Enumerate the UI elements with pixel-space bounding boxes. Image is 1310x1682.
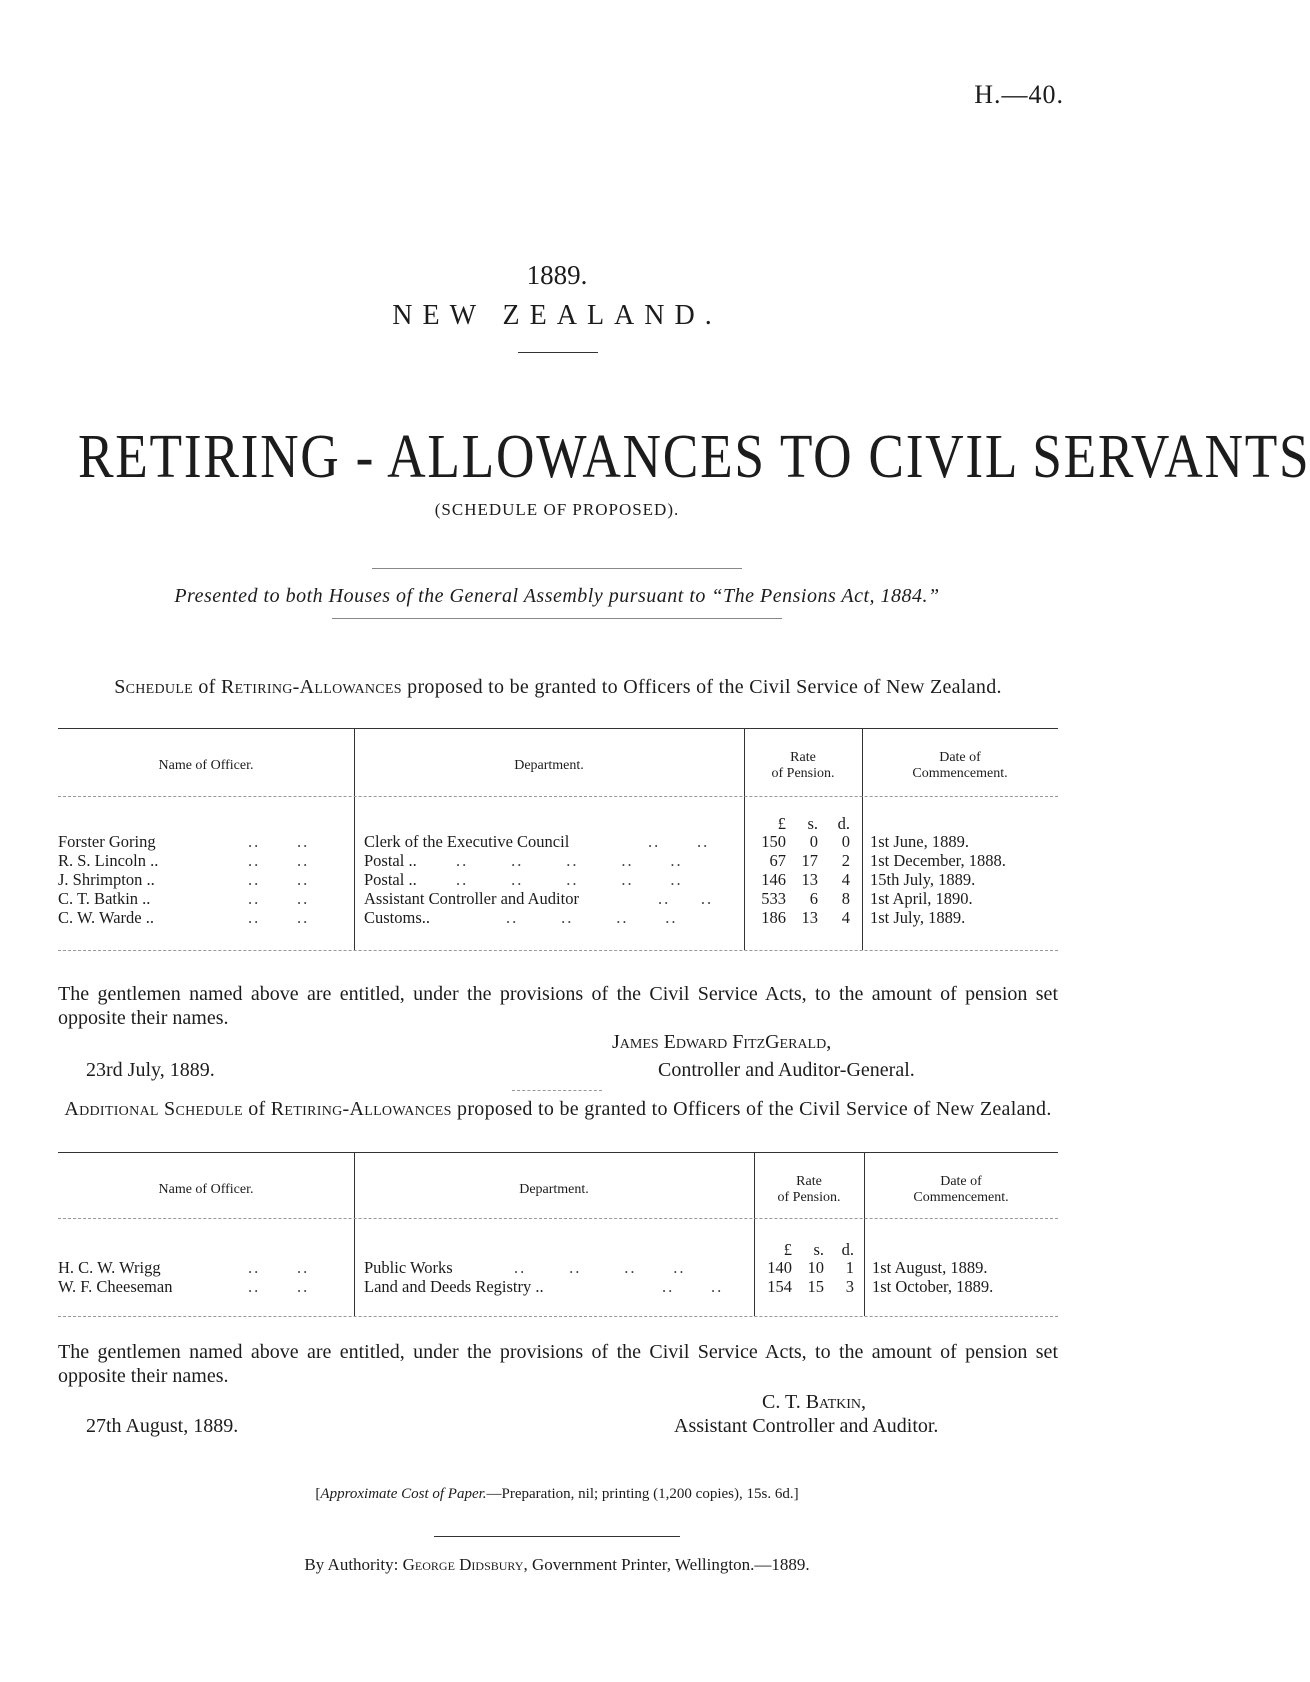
column-header-department: Department. — [519, 1182, 589, 1197]
schedule-heading-of: of — [198, 676, 216, 698]
schedule-table — [58, 728, 1058, 953]
officer-name: W. F. Cheeseman — [58, 1277, 173, 1296]
department: Land and Deeds Registry .. — [364, 1277, 544, 1296]
unit-pounds: £ — [783, 1240, 792, 1259]
document-year: 1889. — [526, 260, 588, 290]
commencement-date: 1st June, 1889. — [870, 832, 969, 851]
cost-label: Approximate Cost of Paper. — [320, 1486, 487, 1502]
commencement-date: 1st July, 1889. — [870, 908, 966, 927]
pension-shillings: 15 — [807, 1277, 824, 1296]
additional-schedule-table — [58, 1152, 1058, 1320]
printer-name: George Didsbury, — [402, 1555, 528, 1574]
signature-date: 27th August, 1889. — [86, 1415, 239, 1437]
pension-pence: 3 — [845, 1277, 854, 1296]
divider — [434, 1536, 680, 1537]
additional-schedule-note: The gentlemen named above are entitled, under the provisions of the Civil Service Acts, to the amount of pension set opposite their names. — [58, 1341, 1058, 1387]
authority-lead: By Authority: — [304, 1555, 399, 1574]
schedule-heading-lead: Additional Schedule — [64, 1098, 243, 1120]
signatory-name: C. T. Batkin, — [762, 1391, 867, 1413]
table-bottom-rule — [58, 950, 1058, 951]
country-heading: NEW ZEALAND. — [392, 300, 722, 331]
pension-shillings: 10 — [807, 1258, 824, 1277]
schedule-heading-term: Retiring-Allowances — [220, 676, 402, 698]
pension-pounds: 150 — [761, 832, 786, 851]
commencement-date: 1st December, 1888. — [870, 851, 1006, 870]
unit-pence: d. — [837, 814, 850, 833]
table-bottom-rule — [58, 1316, 1058, 1317]
divider — [518, 352, 598, 353]
authority-line — [0, 1555, 1114, 1575]
department: Postal .. — [364, 851, 417, 870]
additional-schedule-heading — [58, 1098, 1058, 1120]
column-header-date-line1: Date of — [939, 750, 981, 765]
column-header-name: Name of Officer. — [158, 1182, 254, 1197]
department: Assistant Controller and Auditor — [364, 889, 579, 908]
table-row: C. T. Batkin .. .. .. Assistant Controller and Auditor .. .. 533 6 8 1st April, 1890. — [58, 889, 973, 908]
column-header-rate — [754, 1174, 864, 1206]
column-header-rate-line2: of Pension. — [777, 1190, 841, 1205]
table-row: J. Shrimpton .. .. .. Postal .. .. .. .. .. .. 146 13 4 15th July, 1889. — [58, 870, 976, 889]
document-title: RETIRING - ALLOWANCES TO CIVIL SERVANTS — [77, 423, 1310, 491]
unit-shillings: s. — [813, 1240, 824, 1259]
schedule-heading — [58, 676, 1058, 698]
pension-shillings: 17 — [801, 851, 818, 870]
table-row: Forster Goring .. .. Clerk of the Executive Council .. .. 150 0 0 1st June, 1889. — [58, 832, 969, 851]
units-row — [58, 814, 1058, 833]
pension-pence: 8 — [841, 889, 850, 908]
officer-name: C. T. Batkin .. — [58, 889, 151, 908]
header-rule — [58, 1218, 1058, 1219]
cost-text: —Preparation, nil; printing (1,200 copies), 15s. 6d. — [486, 1486, 794, 1502]
table-top-rule — [58, 1152, 1058, 1153]
column-header-rate — [744, 750, 862, 782]
pension-pounds: 67 — [769, 851, 786, 870]
document-subtitle: (SCHEDULE OF PROPOSED). — [434, 500, 680, 519]
pension-pence: 2 — [841, 851, 850, 870]
schedule-heading-rest: proposed to be granted to Officers of the Civil Service of New Zealand. — [457, 1098, 1052, 1120]
pension-pounds: 186 — [761, 908, 786, 927]
signatory-title: Controller and Auditor-General. — [658, 1059, 915, 1081]
table-row: W. F. Cheeseman .. .. Land and Deeds Registry .. .. .. 154 15 3 1st October, 1889. — [58, 1277, 994, 1296]
column-header-date — [862, 750, 1058, 782]
signature-date: 23rd July, 1889. — [86, 1059, 215, 1081]
signatory-name: James Edward FitzGerald, — [612, 1031, 832, 1053]
pension-shillings: 0 — [809, 832, 818, 851]
pension-shillings: 13 — [801, 870, 818, 889]
officer-name: J. Shrimpton .. — [58, 870, 155, 889]
pension-pence: 0 — [841, 832, 850, 851]
pension-pounds: 154 — [767, 1277, 792, 1296]
pension-pence: 4 — [841, 870, 850, 889]
commencement-date: 1st August, 1889. — [872, 1258, 988, 1277]
pension-pounds: 533 — [761, 889, 786, 908]
unit-pounds: £ — [777, 814, 786, 833]
divider — [332, 618, 782, 619]
unit-pence: d. — [841, 1240, 854, 1259]
commencement-date: 1st April, 1890. — [870, 889, 973, 908]
officer-name: H. C. W. Wrigg — [58, 1258, 161, 1277]
department: Postal .. — [364, 870, 417, 889]
column-header-rate-line2: of Pension. — [771, 766, 835, 781]
column-header-rate-line1: Rate — [796, 1174, 822, 1189]
pension-pence: 1 — [845, 1258, 854, 1277]
table-top-rule — [58, 728, 1058, 729]
column-header-date-line2: Commencement. — [912, 766, 1008, 781]
schedule-heading-term: Retiring-Allowances — [270, 1098, 452, 1120]
table-row: H. C. W. Wrigg .. .. Public Works .. .. .. .. 140 10 1 1st August, 1889. — [58, 1258, 988, 1277]
signatory-title: Assistant Controller and Auditor. — [674, 1415, 939, 1437]
units-row — [58, 1240, 1058, 1259]
pension-pounds: 140 — [767, 1258, 792, 1277]
table-row: R. S. Lincoln .. .. .. Postal .. .. .. .. .. .. 67 17 2 1st December, 1888. — [58, 851, 1006, 870]
column-header-date — [864, 1174, 1058, 1206]
schedule-heading-of: of — [248, 1098, 266, 1120]
pension-shillings: 6 — [809, 889, 818, 908]
officer-name: R. S. Lincoln .. — [58, 851, 159, 870]
department: Clerk of the Executive Council — [364, 832, 570, 851]
column-header-date-line2: Commencement. — [913, 1190, 1009, 1205]
officer-name: Forster Goring — [58, 832, 156, 851]
schedule-heading-lead: Schedule — [114, 676, 194, 698]
unit-shillings: s. — [807, 814, 818, 833]
column-header-rate-line1: Rate — [790, 750, 816, 765]
document-reference: H.—40. — [974, 80, 1064, 109]
header-rule — [58, 796, 1058, 797]
column-header-department: Department. — [514, 758, 584, 773]
department: Public Works — [364, 1258, 453, 1277]
table-row: C. W. Warde .. .. .. Customs.. .. .. .. .. 186 13 4 1st July, 1889. — [58, 908, 966, 927]
schedule-note: The gentlemen named above are entitled, under the provisions of the Civil Service Acts, to the amount of pension set opposite their names. — [58, 983, 1058, 1029]
presentation-note: Presented to both Houses of the General Assembly pursuant to “The Pensions Act, 1884.” — [174, 585, 940, 607]
commencement-date: 15th July, 1889. — [870, 870, 976, 889]
column-header-date-line1: Date of — [940, 1174, 982, 1189]
schedule-heading-rest: proposed to be granted to Officers of the Civil Service of New Zealand. — [407, 676, 1002, 698]
pension-shillings: 13 — [801, 908, 818, 927]
divider — [372, 568, 742, 569]
pension-pence: 4 — [841, 908, 850, 927]
commencement-date: 1st October, 1889. — [872, 1277, 994, 1296]
pension-pounds: 146 — [761, 870, 786, 889]
divider — [512, 1090, 602, 1091]
cost-note: [Approximate Cost of Paper.—Preparation, nil; printing (1,200 copies), 15s. 6d.] — [315, 1486, 799, 1502]
column-header-name: Name of Officer. — [158, 758, 254, 773]
department: Customs.. — [364, 908, 431, 927]
printer-rest: Government Printer, Wellington.—1889. — [531, 1555, 810, 1574]
officer-name: C. W. Warde .. — [58, 908, 154, 927]
